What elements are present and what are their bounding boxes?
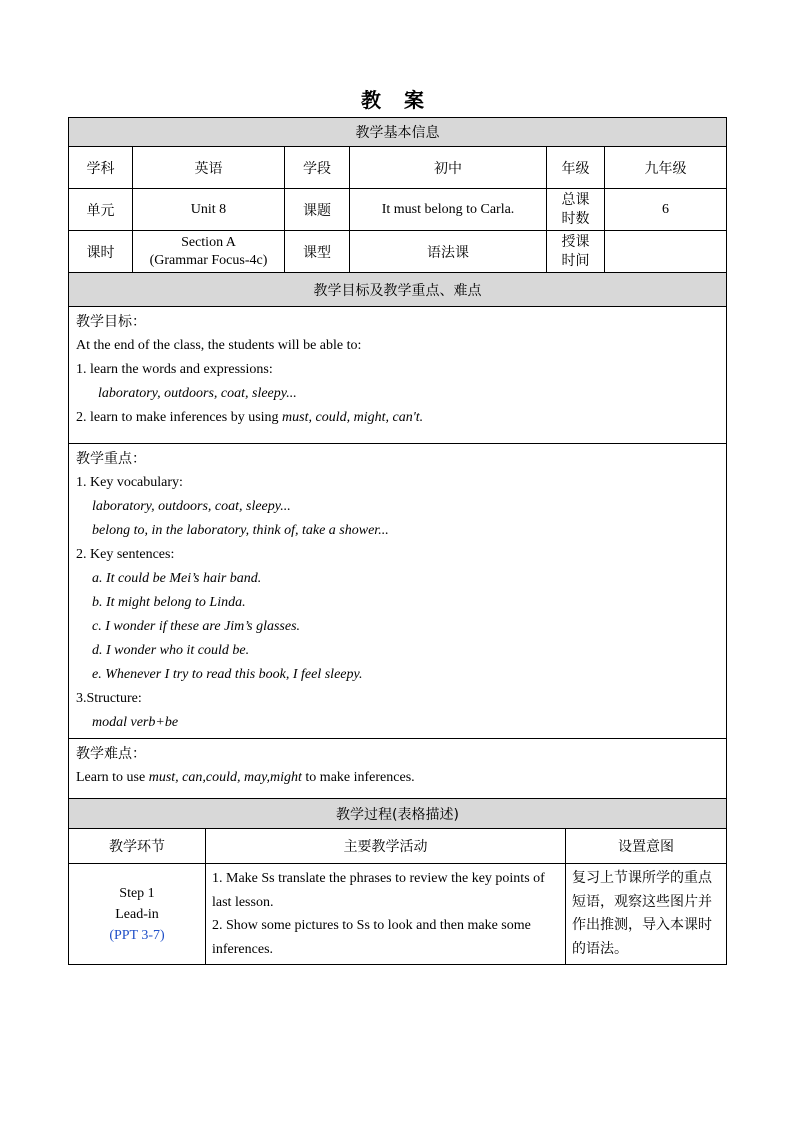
structure-value	[76, 711, 719, 735]
sentence-b	[76, 591, 719, 615]
total-hours-label-line2: 时数	[561, 210, 590, 227]
period-value-line2: (Grammar Focus-4c)	[149, 252, 268, 268]
key-points-label: 教学重点：	[76, 451, 146, 467]
stage-label: 学段	[285, 147, 350, 189]
sentence-b-text: b. It might belong to Linda.	[92, 595, 246, 610]
goal-2-words: must, could, might, can't.	[282, 410, 424, 425]
structure: 3.Structure:	[76, 691, 142, 706]
sentence-d	[76, 639, 719, 663]
total-hours-label	[547, 189, 605, 231]
step-1-intent: 复习上节课所学的重点短语，观察这些图片并作出推测，导入本课时的语法。	[566, 864, 727, 965]
key-vocabulary-words-text: laboratory, outdoors, coat, sleepy...	[92, 499, 291, 514]
period-value-line1: Section A	[181, 234, 236, 250]
process-header: 教学过程(表格描述)	[69, 799, 727, 829]
goals-label: 教学目标：	[76, 314, 146, 330]
difficulties-prefix: Learn to use	[76, 770, 149, 785]
total-hours-value: 6	[605, 189, 727, 231]
period-value	[133, 231, 285, 273]
teaching-goals-block	[69, 307, 727, 444]
document-title: 教 案	[361, 88, 432, 112]
grade-value: 九年级	[605, 147, 727, 189]
goal-2-prefix: 2. learn to make inferences by using	[76, 410, 283, 425]
sentence-a-text: a. It could be Mei’s hair band.	[92, 571, 262, 586]
goal-1-words	[76, 382, 719, 406]
col-intent: 设置意图	[566, 829, 727, 864]
teaching-time-label-line1: 授课	[561, 233, 590, 250]
step-1-name: Step 1	[119, 885, 155, 901]
stage-value: 初中	[350, 147, 547, 189]
sentence-a	[76, 567, 719, 591]
key-vocabulary-phrases-text: belong to, in the laboratory, think of, take a shower...	[92, 523, 389, 538]
grade-label: 年级	[547, 147, 605, 189]
col-step: 教学环节	[69, 829, 206, 864]
teaching-time-label-line2: 时间	[561, 252, 590, 269]
key-vocabulary: 1. Key vocabulary:	[76, 475, 183, 490]
sentence-c-text: c. I wonder if these are Jim’s glasses.	[92, 619, 301, 634]
subject-label: 学科	[69, 147, 133, 189]
basic-info-header: 教学基本信息	[69, 118, 727, 147]
period-label: 课时	[69, 231, 133, 273]
structure-value-text: modal verb+be	[92, 715, 179, 730]
goals-intro: At the end of the class, the students will be able to:	[76, 338, 362, 353]
difficulties-suffix: to make inferences.	[301, 770, 415, 785]
teaching-time-value	[605, 231, 727, 273]
goal-1-words-text: laboratory, outdoors, coat, sleepy...	[98, 386, 297, 401]
difficulties-block	[69, 739, 727, 807]
step-1-activity-2: 2. Show some pictures to Ss to look and then make some inferences.	[212, 918, 531, 957]
step-1-ppt: (PPT 3-7)	[109, 927, 165, 943]
step-1-stage: Lead-in	[115, 906, 159, 922]
topic-label: 课题	[285, 189, 350, 231]
col-activity: 主要教学活动	[206, 829, 566, 864]
unit-value: Unit 8	[133, 189, 285, 231]
sentence-e-text: e. Whenever I try to read this book, I feel sleepy.	[92, 667, 363, 682]
teaching-process-table	[68, 798, 727, 965]
total-hours-label-line1: 总课	[561, 191, 590, 208]
objectives-header: 教学目标及教学重点、难点	[69, 273, 727, 307]
step-1-activities	[206, 864, 566, 965]
lesson-type-label: 课型	[285, 231, 350, 273]
key-points-block	[69, 444, 727, 739]
key-sentences: 2. Key sentences:	[76, 547, 175, 562]
goal-1: 1. learn the words and expressions:	[76, 362, 273, 377]
difficulties-label: 教学难点：	[76, 746, 146, 762]
key-vocabulary-phrases	[76, 519, 719, 543]
difficulties-words: must, can,could, may,might	[148, 770, 302, 785]
step-1-activity-1: 1. Make Ss translate the phrases to review the key points of last lesson.	[212, 871, 545, 910]
subject-value: 英语	[133, 147, 285, 189]
sentence-c	[76, 615, 719, 639]
sentence-e	[76, 663, 719, 687]
difficulties-text	[76, 766, 719, 790]
key-vocabulary-words	[76, 495, 719, 519]
teaching-time-label	[547, 231, 605, 273]
goal-2	[76, 406, 719, 430]
topic-value: It must belong to Carla.	[350, 189, 547, 231]
sentence-d-text: d. I wonder who it could be.	[92, 643, 250, 658]
step-1-cell	[69, 864, 206, 965]
lesson-type-value: 语法课	[350, 231, 547, 273]
unit-label: 单元	[69, 189, 133, 231]
basic-info-table	[68, 117, 727, 807]
